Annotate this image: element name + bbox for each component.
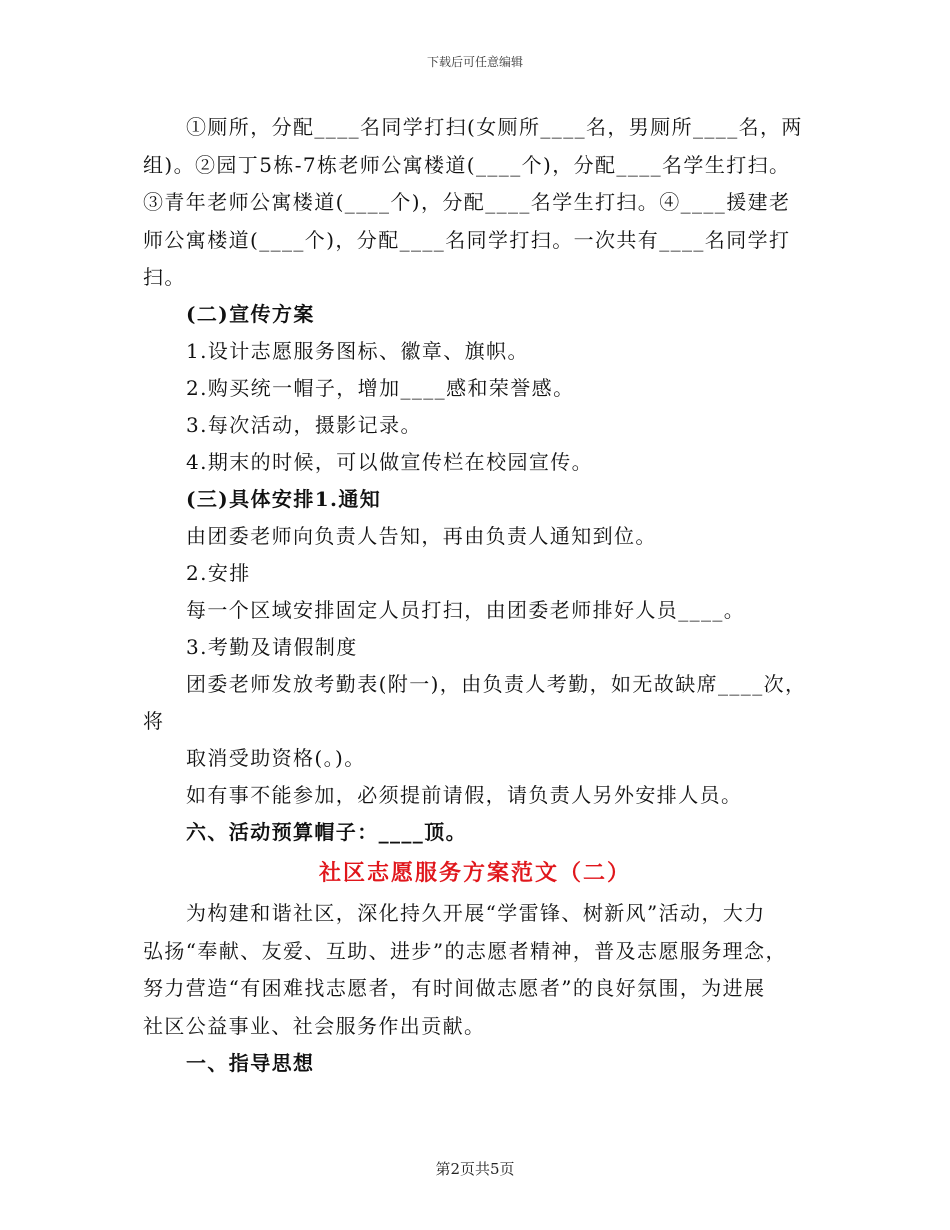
intro-line-3: 努力营造“有困难找志愿者，有时间做志愿者”的良好氛围，为进展 (143, 976, 766, 1000)
publicity-item-2: 2.购买统一帽子，增加____感和荣誉感。 (186, 376, 575, 400)
cleaning-line-3: ③青年老师公寓楼道(____个)，分配____名学生打扫。④____援建老 (143, 190, 791, 214)
publicity-item-1: 1.设计志愿服务图标、徽章、旗帜。 (186, 339, 529, 363)
cleaning-line-2: 组)。②园丁5栋-7栋老师公寓楼道(____个)，分配____名学生打扫。 (143, 153, 791, 177)
publicity-heading: (二)宣传方案 (186, 302, 315, 326)
publicity-item-4: 4.期末的时候，可以做宣传栏在校园宣传。 (186, 450, 594, 474)
publicity-item-3: 3.每次活动，摄影记录。 (186, 413, 422, 437)
cleaning-line-5: 扫。 (143, 265, 186, 289)
arrangement-notice-text: 由团委老师向负责人告知，再由负责人通知到位。 (186, 524, 657, 548)
section-1-heading: 一、指导思想 (186, 1051, 315, 1075)
intro-line-2: 弘扬“奉献、友爱、互助、进步”的志愿者精神，普及志愿服务理念， (143, 939, 787, 963)
page-header-note: 下载后可任意编辑 (426, 55, 523, 69)
intro-line-4: 社区公益事业、社会服务作出贡献。 (143, 1014, 486, 1038)
budget-line: 六、活动预算帽子：____顶。 (186, 820, 467, 844)
arrangement-heading: (三)具体安排1.通知 (186, 487, 382, 511)
arrangement-sub3-line-3: 取消受助资格(。)。 (186, 746, 366, 770)
page-footer-number: 第2页共5页 (435, 1160, 515, 1178)
arrangement-sub2-heading: 2.安排 (186, 561, 251, 585)
arrangement-sub3-line-1: 团委老师发放考勤表(附一)，由负责人考勤，如无故缺席____次， (186, 672, 807, 696)
arrangement-sub3-line-2: 将 (143, 709, 165, 733)
arrangement-sub3-heading: 3.考勤及请假制度 (186, 635, 358, 659)
cleaning-line-1: ①厕所，分配____名同学打扫(女厕所____名，男厕所____名，两 (186, 115, 803, 139)
arrangement-sub2-text: 每一个区域安排固定人员打扫，由团委老师排好人员____。 (186, 598, 746, 622)
document-2-title: 社区志愿服务方案范文（二） (318, 860, 631, 886)
arrangement-sub3-line-4: 如有事不能参加，必须提前请假，请负责人另外安排人员。 (186, 783, 743, 807)
cleaning-line-4: 师公寓楼道(____个)，分配____名同学打扫。一次共有____名同学打 (143, 228, 791, 252)
intro-line-1: 为构建和谐社区，深化持久开展“学雷锋、树新风”活动，大力 (186, 901, 766, 925)
